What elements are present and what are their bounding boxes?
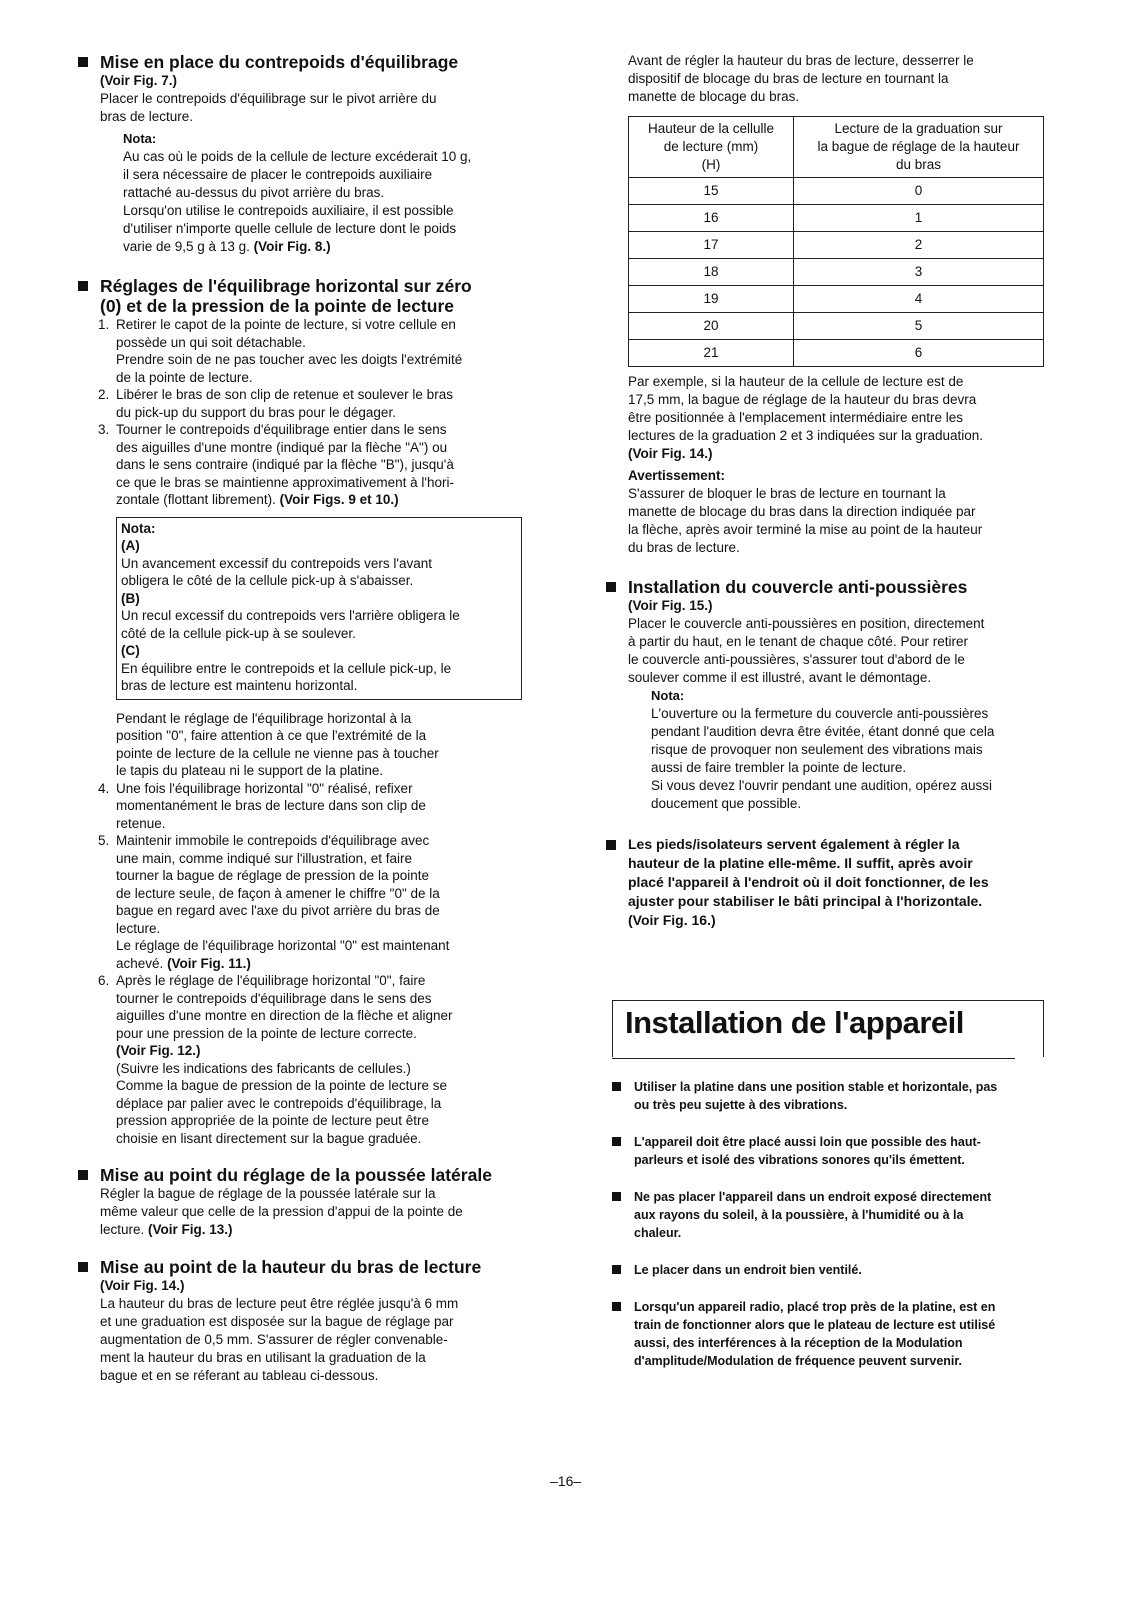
after-box-paragraph [78,710,518,780]
bullet-line: Utiliser la platine dans une position stable et horizontale, pas [634,1080,998,1094]
paragraph-line: la flèche, après avoir terminé la mise au point de la hauteur [628,522,983,537]
paragraph-line: Régler la bague de réglage de la poussée latérale sur la [100,1186,436,1201]
step-number: 1. [98,317,110,332]
step-line: momentanément le bras de lecture dans son clip de [116,798,426,813]
steps-list-continued [78,780,518,1148]
table-header-cell [629,117,794,178]
bold-line: Les pieds/isolateurs servent également à régler la [628,836,960,852]
step-line: achevé. [116,955,164,971]
table-cell: 15 [629,178,794,205]
step-line: Une fois l'équilibrage horizontal "0" réalisé, refixer [116,780,413,796]
bullet-line: d'amplitude/Modulation de fréquence peuvent survenir. [634,1354,963,1368]
paragraph-line: Par exemple, si la hauteur de la cellule de lecture est de [628,374,964,389]
box-line: bras de lecture est maintenu horizontal. [121,678,358,693]
nota-box [116,517,522,700]
list-item [78,386,518,421]
bullet-square-icon [612,1137,621,1146]
bullet-square-icon [78,1262,88,1272]
table-row [629,259,1044,286]
step-line: Tourner le contrepoids d'équilibrage entier dans le sens [116,422,447,437]
header-line: (H) [701,157,721,172]
nota-line: d'utiliser n'importe quelle cellule de lecture dont le poids [123,221,457,236]
bullet-line: parleurs et isolé des vibrations sonores qu'ils émettent. [634,1153,965,1167]
box-line: obligera le côté de la cellule pick-up à s'abaisser. [121,573,414,588]
table-cell: 0 [794,178,1044,205]
steps-list [78,316,518,509]
installation-title-box [612,1000,1044,1057]
bullet-square-icon [612,1302,621,1311]
section-feet-isolators [606,835,1058,930]
nota-line: L'ouverture ou la fermeture du couvercle anti-poussières [651,706,989,721]
section-heading: Mise en place du contrepoids d'équilibrage [100,52,459,72]
paragraph-line: lectures de la graduation 2 et 3 indiquées sur la graduation. [628,428,983,443]
bullet-line: Lorsqu'un appareil radio, placé trop près de la platine, est en [634,1300,996,1314]
box-line: côté de la cellule pick-up à se soulever. [121,625,356,641]
step-line: Retirer le capot de la pointe de lecture, si votre cellule en [116,317,456,332]
header-line: du bras [895,157,942,172]
table-cell: 20 [629,313,794,340]
list-item [612,1188,1052,1242]
bullet-line: aussi, des interférences à la réception de la Modulation [634,1336,963,1350]
list-item [78,972,518,1147]
section-lateral-thrust [78,1165,518,1239]
bullet-square-icon [78,1170,88,1180]
bold-line: placé l'appareil à l'endroit où il doit fonctionner, de les [628,874,989,890]
step-line: possède un qui soit détachable. [116,334,306,350]
table-row [629,232,1044,259]
paragraph-line: soulever comme il est illustré, avant le démontage. [628,670,932,685]
paragraph-line: dispositif de blocage du bras de lecture en tournant la [628,71,949,86]
case-label: (B) [121,590,140,606]
paragraph-line: à partir du haut, en le tenant de chaque côté. Pour retirer [628,634,968,649]
figure-reference: (Voir Fig. 12.) [116,1043,201,1058]
step-line: tourner le contrepoids d'équilibrage dans le sens des [116,990,432,1006]
bullet-line: Le placer dans un endroit bien ventilé. [634,1263,862,1277]
figure-reference: (Voir Fig. 14.) [628,446,713,461]
section-heading: Installation du couvercle anti-poussières [628,577,968,597]
table-cell: 16 [629,205,794,232]
bullet-square-icon [612,1265,621,1274]
bullet-line: aux rayons du soleil, à la poussière, à l'humidité ou à la [634,1208,964,1222]
paragraph-line: même valeur que celle de la pression d'appui de la pointe de [100,1204,463,1219]
figure-reference: (Voir Fig. 8.) [253,239,331,254]
table-row [629,286,1044,313]
intro-paragraph [628,52,1058,106]
table-header-cell [794,117,1044,178]
step-line: de la pointe de lecture. [116,369,253,385]
step-line: Après le réglage de l'équilibrage horizontal "0", faire [116,973,426,988]
header-line: la bague de réglage de la hauteur [817,139,1020,154]
section-heading: Mise au point de la hauteur du bras de lecture [100,1257,482,1277]
bullet-line: chaleur. [634,1226,682,1240]
nota-line: risque de provoquer non seulement des vibrations mais [651,742,983,757]
step-number: 3. [98,422,110,437]
paragraph-line: Placer le contrepoids d'équilibrage sur le pivot arrière du [100,91,437,106]
step-line: des aiguilles d'une montre (indiqué par la flèche "A") ou [116,439,448,455]
nota-line: Lorsqu'on utilise le contrepoids auxiliaire, il est possible [123,203,454,218]
paragraph-line: La hauteur du bras de lecture peut être réglée jusqu'à 6 mm [100,1296,459,1311]
paragraph-line: Avant de régler la hauteur du bras de lecture, desserrer le [628,53,974,68]
bullet-square-icon [78,57,88,67]
bullet-square-icon [612,1192,621,1201]
paragraph-line: le tapis du plateau ni le support de la platine. [116,763,384,778]
table-cell: 18 [629,259,794,286]
paragraph-line: Pendant le réglage de l'équilibrage horizontal à la [116,710,412,726]
section-counterweight [78,52,518,256]
nota-line: aussi de faire trembler la pointe de lecture. [651,760,907,775]
step-number: 6. [98,973,110,988]
step-line: ce que le bras se maintienne approximativement à l'hori- [116,474,455,490]
installation-bullets [612,1078,1052,1370]
nota-line: Si vous devez l'ouvrir pendant une audition, opérez aussi [651,778,993,793]
box-line: Un recul excessif du contrepoids vers l'arrière obligera le [121,608,460,623]
step-line: bague en regard avec l'axe du pivot arrière du bras de [116,903,440,918]
paragraph-line: pointe de lecture de la cellule ne vienne pas à toucher [116,745,439,761]
bullet-square-icon [606,582,616,592]
table-row [629,313,1044,340]
figure-reference: (Voir Fig. 7.) [100,73,177,88]
section-balance-adjustment [78,276,518,1147]
height-table [628,116,1044,367]
table-cell: 3 [794,259,1044,286]
paragraph-line: et une graduation est disposée sur la bague de réglage par [100,1314,454,1329]
table-header-row [629,117,1044,178]
table-cell: 17 [629,232,794,259]
box-line: En équilibre entre le contrepoids et la cellule pick-up, le [121,660,452,676]
step-line: une main, comme indiqué sur l'illustration, et faire [116,850,412,866]
header-line: Hauteur de la cellulle [647,121,775,136]
table-row [629,340,1044,367]
figure-reference: (Voir Fig. 13.) [148,1222,233,1237]
step-number: 5. [98,833,110,848]
nota-line: rattaché au-dessus du pivot arrière du bras. [123,185,385,200]
step-line: de lecture seule, de façon à amener le chiffre "0" de la [116,885,440,901]
bold-line: ajuster pour stabiliser le bâti principal à l'horizontale. [628,893,983,909]
table-cell: 4 [794,286,1044,313]
table-row [629,178,1044,205]
paragraph-line: augmentation de 0,5 mm. S'assurer de régler convenable- [100,1332,448,1347]
nota-label: Nota: [121,520,156,536]
table-cell: 5 [794,313,1044,340]
figure-reference: (Voir Fig. 15.) [628,598,713,613]
paragraph-line: du bras de lecture. [628,540,740,555]
list-item [78,421,518,509]
example-paragraph [628,373,1058,557]
paragraph-line: manette de blocage du bras dans la direction indiquée par [628,504,976,519]
nota-line: Au cas où le poids de la cellule de lecture excéderait 10 g, [123,149,472,164]
step-line: (Suivre les indications des fabricants de cellules.) [116,1060,411,1076]
page-number: –16– [550,1473,582,1489]
step-line: Comme la bague de pression de la pointe de lecture se [116,1078,447,1093]
right-column [628,52,1058,930]
step-line: Libérer le bras de son clip de retenue et soulever le bras [116,387,453,402]
paragraph-line: lecture. [100,1222,145,1237]
warning-label: Avertissement: [628,468,726,483]
paragraph-line: Placer le couvercle anti-poussières en position, directement [628,616,985,631]
step-line: zontale (flottant librement). [116,492,276,507]
list-item [78,780,518,833]
title-box-underline [612,1058,1015,1060]
paragraph-line: être positionnée à l'emplacement intermédiaire entre les [628,410,964,425]
table-cell: 1 [794,205,1044,232]
section-dust-cover [606,577,1058,813]
table-cell: 6 [794,340,1044,367]
list-item [78,316,518,386]
table-row [629,205,1044,232]
case-label: (C) [121,643,140,658]
bullet-square-icon [606,840,616,850]
paragraph-line: S'assurer de bloquer le bras de lecture en tournant la [628,486,946,501]
step-line: Prendre soin de ne pas toucher avec les doigts l'extrémité [116,352,463,367]
step-line: choisie en lisant directement sur la bague graduée. [116,1130,422,1146]
nota-line: doucement que possible. [651,796,802,811]
paragraph-line: position "0", faire attention à ce que l'extrémité de la [116,728,427,743]
list-item [612,1078,1052,1114]
figure-reference: (Voir Fig. 16.) [628,912,716,928]
step-line: du pick-up du support du bras pour le dégager. [116,404,396,420]
figure-reference: (Voir Figs. 9 et 10.) [279,492,399,507]
paragraph-line: ment la hauteur du bras en utilisant la graduation de la [100,1350,426,1365]
section-arm-height [78,1257,518,1385]
table-cell: 19 [629,286,794,313]
nota-label: Nota: [123,131,157,146]
installation-title: Installation de l'appareil [625,1005,964,1040]
section-heading-line: Réglages de l'équilibrage horizontal sur zéro [100,276,472,296]
step-line: aiguilles d'une montre en direction de la flèche et aligner [116,1008,453,1023]
step-number: 2. [98,387,110,402]
bullet-square-icon [78,281,88,291]
step-line: dans le sens contraire (indiqué par la flèche "B"), jusqu'à [116,457,454,472]
table-cell: 2 [794,232,1044,259]
bullet-line: train de fonctionner alors que le plateau de lecture est utilisé [634,1318,996,1332]
paragraph-line: bague et en se réferant au tableau ci-dessous. [100,1368,379,1383]
nota-line: pendant l'audition devra être évitée, étant donné que cela [651,724,995,739]
figure-reference: (Voir Fig. 14.) [100,1278,185,1293]
box-line: Un avancement excessif du contrepoids vers l'avant [121,555,432,571]
list-item [612,1261,1052,1279]
header-line: de lecture (mm) [663,139,759,154]
left-column [78,52,518,1385]
step-line: Le réglage de l'équilibrage horizontal "0" est maintenant [116,938,450,953]
nota-line: varie de 9,5 g à 13 g. [123,239,250,254]
table-cell: 21 [629,340,794,367]
section-heading-line: (0) et de la pression de la pointe de lecture [100,296,454,316]
step-line: tourner la bague de réglage de pression de la pointe [116,868,429,883]
step-line: pour une pression de la pointe de lecture correcte. [116,1025,417,1041]
bullet-square-icon [612,1082,621,1091]
case-label: (A) [121,538,140,553]
step-line: lecture. [116,920,161,936]
paragraph-line: 17,5 mm, la bague de réglage de la hauteur du bras devra [628,392,977,407]
step-number: 4. [98,780,110,796]
bullet-line: ou très peu sujette à des vibrations. [634,1098,848,1112]
step-line: retenue. [116,815,166,831]
paragraph-line: le couvercle anti-poussières, s'assurer tout d'abord de le [628,652,965,667]
nota-line: il sera nécessaire de placer le contrepoids auxiliaire [123,167,433,182]
step-line: pression appropriée de la pointe de lecture peut être [116,1113,429,1128]
list-item [78,832,518,972]
bullet-line: L'appareil doit être placé aussi loin que possible des haut- [634,1135,981,1149]
bullet-line: Ne pas placer l'appareil dans un endroit exposé directement [634,1190,992,1204]
list-item [612,1298,1052,1370]
nota-label: Nota: [651,688,685,703]
paragraph-line: bras de lecture. [100,109,194,124]
step-line: Maintenir immobile le contrepoids d'équilibrage avec [116,833,430,848]
figure-reference: (Voir Fig. 11.) [167,955,251,971]
list-item [612,1133,1052,1169]
bold-line: hauteur de la platine elle-même. Il suffit, après avoir [628,855,973,871]
header-line: Lecture de la graduation sur [834,121,1003,136]
paragraph-line: manette de blocage du bras. [628,89,800,104]
section-heading: Mise au point du réglage de la poussée latérale [100,1165,492,1185]
step-line: déplace par palier avec le contrepoids d'équilibrage, la [116,1095,442,1111]
